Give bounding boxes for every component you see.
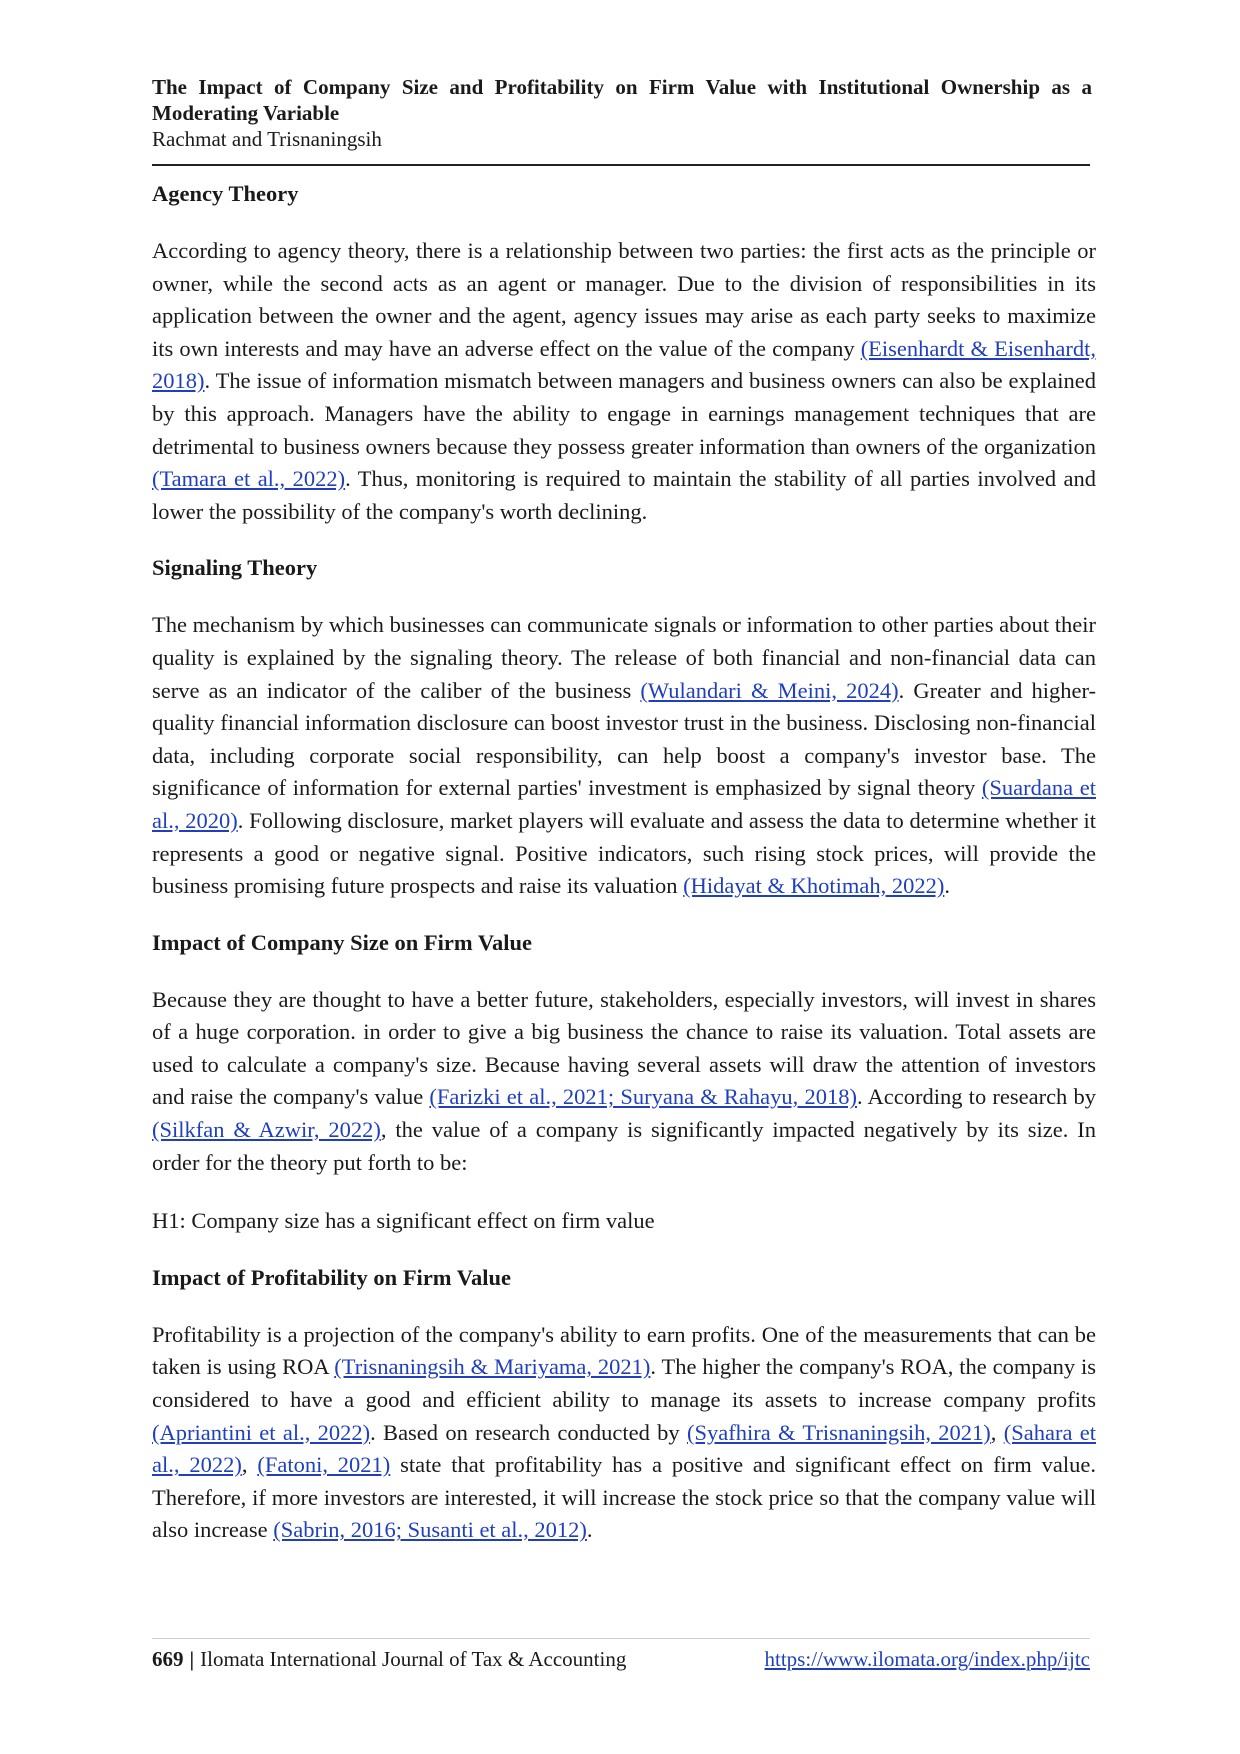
paragraph-text: , the value of a company is significantly impacted negatively by its size. In order for the theory put forth to be: (152, 1117, 1096, 1175)
citation-link[interactable]: (Sahara et al., 2022) (152, 1419, 1096, 1478)
citation-link[interactable]: (Eisenhardt & Eisenhardt, 2018) (152, 335, 1096, 394)
body-paragraph (152, 984, 1096, 1180)
paragraph-text: , (990, 1419, 1004, 1445)
citation-link[interactable]: (Hidayat & Khotimah, 2022) (683, 873, 945, 899)
citation-link[interactable]: (Sabrin, 2016; Susanti et al., 2012) (273, 1517, 587, 1543)
article-body (152, 178, 1096, 1547)
paragraph-text: . According to research by (856, 1084, 1096, 1110)
citation-link[interactable]: (Farizki et al., 2021; Suryana & Rahayu, 2018) (429, 1084, 857, 1110)
paragraph-text: , (241, 1452, 258, 1478)
journal-url-link[interactable]: https://www.ilomata.org/index.php/ijtc (764, 1647, 1090, 1671)
citation-link[interactable]: (Wulandari & Meini, 2024) (640, 677, 899, 703)
paragraph-text: The mechanism by which businesses can communicate signals or information to other parties about their quality is explained by the signaling theory. The release of both financial and non-financial data can serve as an indicator of the caliber of the business (152, 612, 1096, 703)
paper-title: The Impact of Company Size and Profitability on Firm Value with Institutional Ownership as a Moderating Variable (152, 75, 1092, 125)
citation-link[interactable]: (Trisnaningsih & Mariyama, 2021) (334, 1354, 651, 1380)
header-rule (152, 164, 1090, 166)
paragraph-text: . (944, 873, 950, 899)
body-paragraph (152, 1319, 1096, 1547)
citation-link[interactable]: (Fatoni, 2021) (257, 1452, 391, 1478)
body-paragraph (152, 609, 1096, 902)
citation-link[interactable]: (Tamara et al., 2022) (152, 466, 346, 492)
paragraph-text: . Thus, monitoring is required to maintain the stability of all parties involved and lower the possibility of the company's worth declining. (152, 466, 1096, 524)
journal-name: Ilomata International Journal of Tax & Accounting (200, 1647, 627, 1671)
paragraph-text: Profitability is a projection of the company's ability to earn profits. One of the measurements that can be taken is using ROA (152, 1321, 1096, 1380)
paragraph-text: state that profitability has a positive and significant effect on firm value. Therefore, if more investors are interested, it will increase the stock price so that the company value will also increase (152, 1452, 1097, 1543)
citation-link[interactable]: (Apriantini et al., 2022) (152, 1419, 371, 1445)
paragraph-text: . (586, 1517, 593, 1543)
section-heading: Signaling Theory (152, 555, 318, 581)
section-heading: Impact of Profitability on Firm Value (152, 1264, 511, 1290)
citation-link[interactable]: (Syafhira & Trisnaningsih, 2021) (686, 1419, 991, 1445)
paragraph-text: According to agency theory, there is a relationship between two parties: the first acts as the principle or owner, while the second acts as an agent or manager. Due to the division of responsibilities in its application between the owner and the agent, agency issues may arise as each party seeks to maximize its own interests and may have an adverse effect on the value of the company (152, 238, 1096, 361)
page-footer (152, 1638, 1090, 1672)
paragraph-text: . The higher the company's ROA, the company is considered to have a good and efficient ability to manage its assets to increase company profits (152, 1354, 1096, 1413)
running-header (152, 74, 1092, 152)
paragraph-text: . The issue of information mismatch between managers and business owners can also be explained by this approach. Managers have the ability to engage in earnings management techniques that are detrimental to business owners because they possess greater information than owners of the organization (152, 368, 1096, 459)
section-heading: Impact of Company Size on Firm Value (152, 929, 533, 955)
section-heading: Agency Theory (152, 181, 299, 206)
body-paragraph (152, 1205, 1096, 1238)
paragraph-text: Because they are thought to have a better future, stakeholders, especially investors, will invest in shares of a huge corporation. in order to give a big business the chance to raise its valuation. Total assets are used to calculate a company's size. Because having several assets will draw the attention of investors and raise the company's value (152, 986, 1096, 1110)
body-paragraph (152, 235, 1096, 528)
footer-separator: | (189, 1647, 195, 1671)
paper-authors: Rachmat and Trisnaningsih (152, 127, 382, 151)
paragraph-text: . Following disclosure, market players will evaluate and assess the data to determine whether it represents a good or negative signal. Positive indicators, such rising stock prices, will provide the business promising future prospects and raise its valuation (152, 807, 1096, 899)
citation-link[interactable]: (Suardana et al., 2020) (152, 775, 1096, 833)
citation-link[interactable]: (Silkfan & Azwir, 2022) (152, 1117, 381, 1143)
footer-journal-info (152, 1647, 626, 1672)
paragraph-text: . Greater and higher-quality financial information disclosure can boost investor trust in the business. Disclosing non-financial data, including corporate social responsibility, can help boost a company's investor base. The significance of information for external parties' investment is emphasized by signal theory (152, 677, 1096, 801)
page-number: 669 (152, 1647, 184, 1671)
paragraph-text: H1: Company size has a significant effect on firm value (152, 1208, 655, 1234)
paragraph-text: . Based on research conducted by (370, 1419, 687, 1445)
